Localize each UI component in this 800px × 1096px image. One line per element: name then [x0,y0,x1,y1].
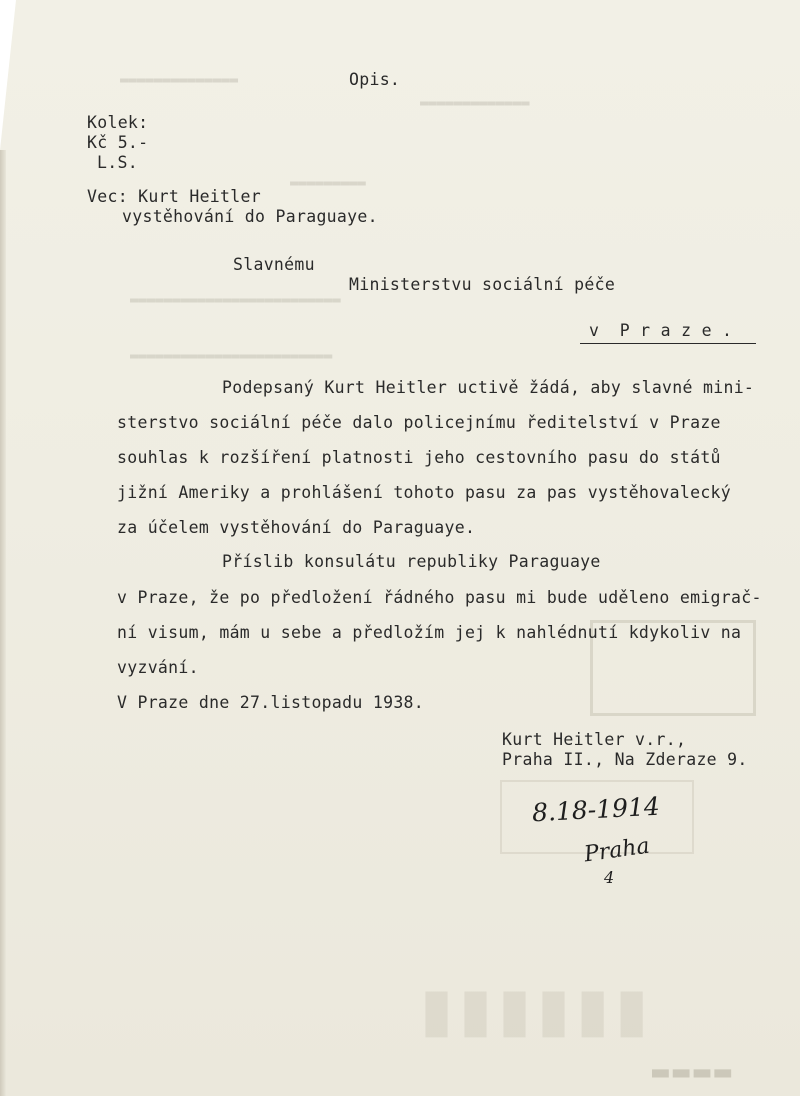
subject-line: vystěhování do Paraguaye. [122,207,378,226]
kolek-label: Kolek: [87,113,149,132]
page-edge-shadow [0,150,6,1096]
reverse-bleed-text: ▬▬▬▬▬▬▬▬▬▬▬▬▬ [420,95,530,111]
body-line: vyzvání. [117,658,199,677]
reverse-bleed-text: ▬▬▬▬▬▬▬▬▬ [290,175,366,191]
body-line: souhlas k rozšíření platnosti jeho cestovního pasu do států [117,448,721,467]
signature-address: Praha II., Na Zderaze 9. [502,750,748,769]
body-line: za účelem vystěhování do Paraguaye. [117,518,476,537]
handwritten-mark: 4 [604,868,615,887]
kolek-ls: L.S. [97,153,138,172]
document-heading: Opis. [349,70,401,89]
body-line: Podepsaný Kurt Heitler uctivě žádá, aby slavné mini- [222,378,755,397]
body-line: jižní Ameriky a prohlášení tohoto pasu za pas vystěhovalecký [117,483,732,502]
addressee-city: v P r a z e . [589,321,733,340]
addressee-ministry: Ministerstvu sociální péče [349,275,616,294]
subject-line: Vec: Kurt Heitler [87,187,261,206]
reverse-stamp-bleed: ▮▮▮▮▮▮ [420,975,655,1045]
body-line: ní visum, mám u sebe a předložím jej k nahlédnutí kdykoliv na [117,623,742,642]
folded-corner [0,0,16,150]
date-place-line: V Praze dne 27.listopadu 1938. [117,693,425,712]
signature-name: Kurt Heitler v.r., [502,730,687,749]
kolek-amount: Kč 5.- [87,133,149,152]
body-line: v Praze, že po předložení řádného pasu mi bude uděleno emigrač- [117,588,762,607]
handwritten-date: 8.18-1914 [531,791,661,828]
body-line: sterstvo sociální péče dalo policejnímu ředitelství v Praze [117,413,721,432]
body-line: Příslib konsulátu republiky Paraguaye [222,552,601,571]
salutation: Slavnému [233,255,315,274]
reverse-bleed-text: ▬▬▬▬▬▬▬▬▬▬▬▬▬▬ [120,72,239,88]
reverse-stamp-bleed: ▬▬▬▬ [650,1060,734,1085]
handwritten-place: Praha [582,833,652,868]
reverse-bleed-text: ▬▬▬▬▬▬▬▬▬▬▬▬▬▬▬▬▬▬▬▬▬▬▬▬ [130,348,333,364]
reverse-bleed-text: ▬▬▬▬▬▬▬▬▬▬▬▬▬▬▬▬▬▬▬▬▬▬▬▬▬ [130,292,341,308]
city-underline [580,343,756,344]
